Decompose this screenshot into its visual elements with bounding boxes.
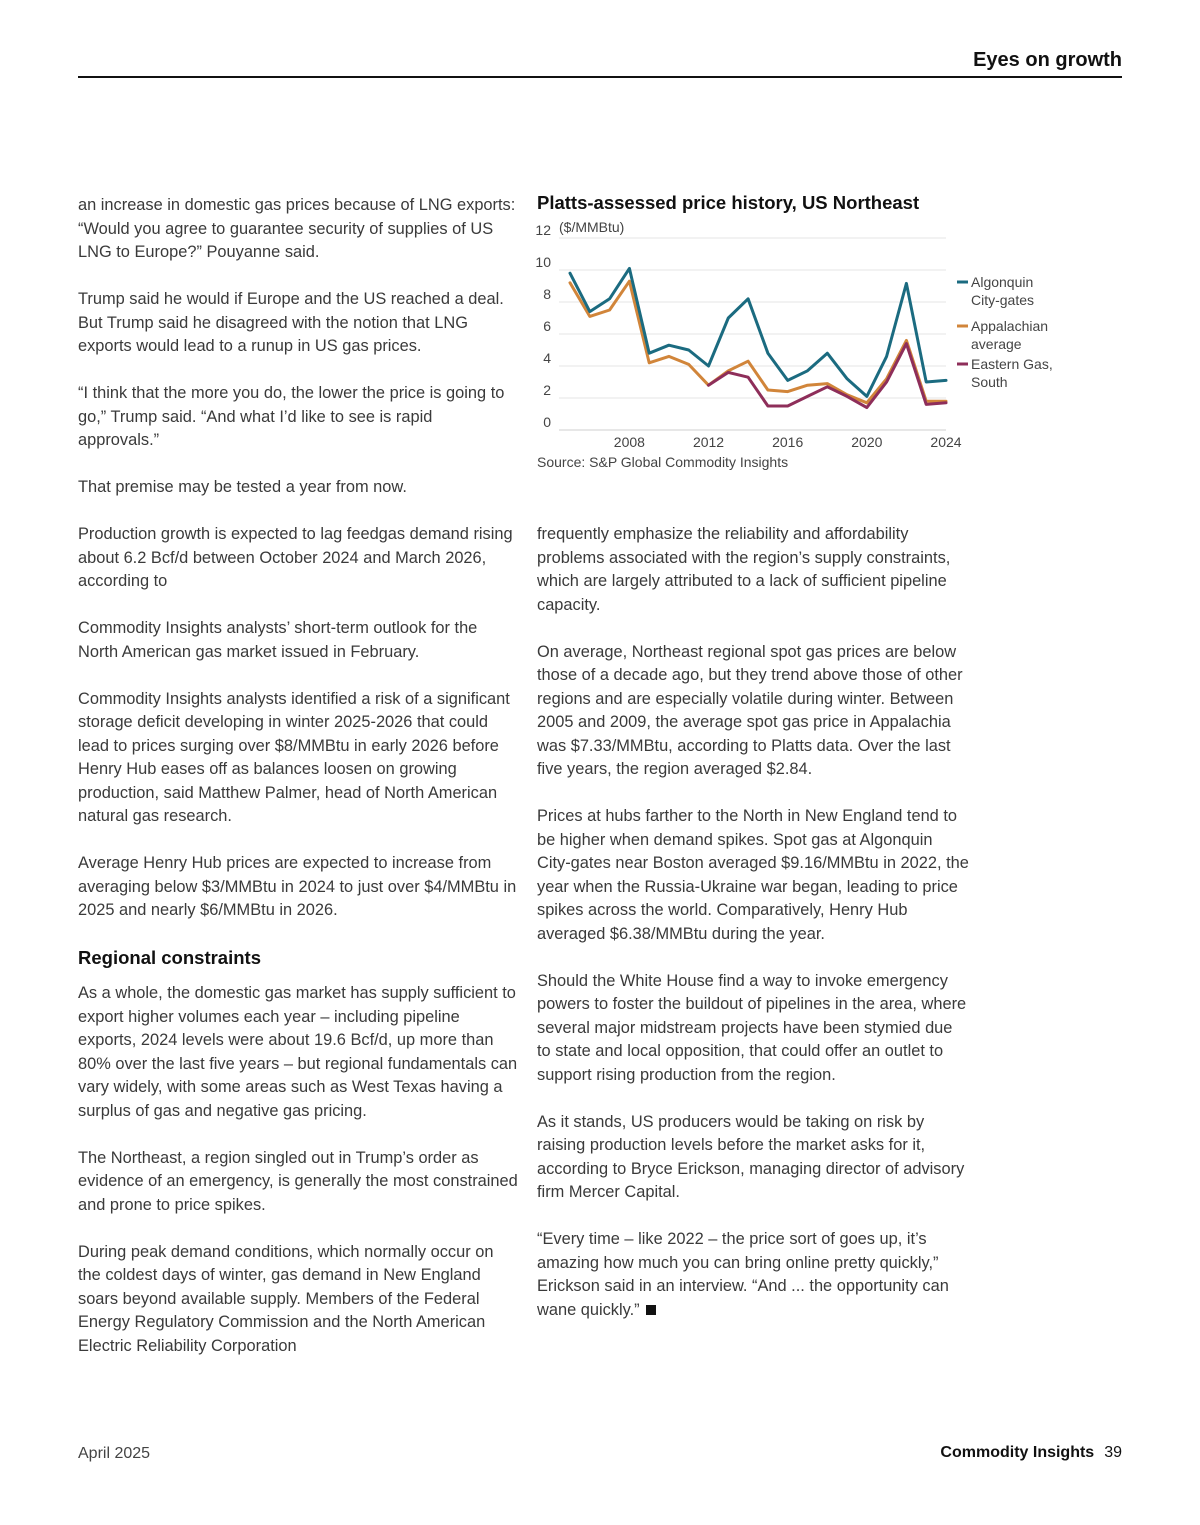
- x-tick-label: 2016: [772, 434, 804, 450]
- header-rule: [78, 76, 1122, 78]
- paragraph: As a whole, the domestic gas market has supply sufficient to export higher volumes each year – including pipeline exports, 2024 levels were about 19.6 Bcf/d, up more than 80% over the last five years – but regional fundamentals can vary widely, with some areas such as West Texas having a surplus of gas and negative gas pricing.: [78, 984, 518, 1120]
- paragraph: frequently emphasize the reliability and affordability problems associated with the region’s supply constraints, which are largely attributed to a lack of sufficient pipeline capacity.: [537, 525, 951, 614]
- y-tick-label: 8: [543, 286, 551, 302]
- paragraph: Production growth is expected to lag feedgas demand rising about 6.2 Bcf/d between October 2024 and March 2026, according to: [78, 525, 513, 590]
- left-column-top: [78, 194, 518, 523]
- paragraph: Commodity Insights analysts identified a risk of a significant storage deficit developing in winter 2025-2026 that could lead to prices surging over $8/MMBtu in early 2026 before Henry Hub eases off as balances loosen on growing production, said Matthew Palmer, head of North American natural gas research.: [78, 689, 510, 825]
- paragraph: As it stands, US producers would be taking on risk by raising production levels before the market asks for it, according to Bryce Erickson, managing director of advisory firm Mercer Capital.: [537, 1112, 965, 1201]
- section-heading: Regional constraints: [78, 947, 261, 968]
- footer-brand: Commodity Insights: [940, 1444, 1095, 1461]
- chart-source: Source: S&P Global Commodity Insights: [537, 454, 789, 470]
- y-tick-label: 0: [543, 414, 551, 430]
- x-tick-label: 2024: [930, 434, 962, 450]
- price-history-chart: [537, 190, 1097, 480]
- left-column-bottom: [78, 523, 518, 1382]
- y-tick-label: 10: [535, 254, 551, 270]
- paragraph: During peak demand conditions, which normally occur on the coldest days of winter, gas demand in New England soars beyond available supply. Members of the Federal Energy Regulatory Commission and the North American Electric Reliability Corporation: [78, 1242, 494, 1355]
- section-title: Eyes on growth: [973, 49, 1122, 71]
- footer-date: April 2025: [78, 1445, 151, 1462]
- y-tick-label: 6: [543, 318, 551, 334]
- legend-label: Eastern Gas,: [971, 356, 1053, 372]
- y-tick-label: 2: [543, 382, 551, 398]
- paragraph: Should the White House find a way to invoke emergency powers to foster the buildout of pipelines in the area, where several major midstream projects have been stymied due to state and local opposition, that could offer an outlet to support rising production from the region.: [537, 971, 967, 1084]
- y-tick-label: 4: [543, 350, 551, 366]
- legend-label: City-gates: [971, 292, 1035, 308]
- paragraph: On average, Northeast regional spot gas prices are below those of a decade ago, but they trend above those of other regions and are especially volatile during winter. Between 2005 and 2009, the average spot gas price in Appalachia was $7.33/MMBtu, according to Platts data. Over the last five years, the region averaged $2.84.: [537, 642, 963, 778]
- page-number: 39: [1104, 1444, 1122, 1461]
- x-tick-label: 2020: [851, 434, 883, 450]
- x-tick-label: 2012: [692, 434, 725, 450]
- paragraph: Prices at hubs farther to the North in New England tend to be higher when demand spikes. Spot gas at Algonquin City-gates near Boston averaged $9.16/MMBtu in 2022, the year when the Russia-Ukraine war began, leading to price spikes across the world. Comparatively, Henry Hub averaged $6.38/MMBtu during the year.: [537, 807, 969, 943]
- paragraph: Average Henry Hub prices are expected to increase from averaging below $3/MMBtu in 2024 to just over $4/MMBtu in 2025 and nearly $6/MMBtu in 2026.: [78, 854, 517, 919]
- paragraph: an increase in domestic gas prices because of LNG exports: “Would you agree to guarantee security of supplies of US LNG to Europe?” Pouyanne said.: [78, 196, 516, 261]
- end-of-article-mark: [646, 1305, 656, 1315]
- paragraph: The Northeast, a region singled out in Trump’s order as evidence of an emergency, is generally the most constrained and prone to price spikes.: [78, 1148, 518, 1214]
- legend-label: Appalachian: [971, 318, 1049, 334]
- footer-brand-page: [940, 1444, 1122, 1462]
- legend-label: South: [971, 374, 1008, 390]
- paragraph: [537, 1228, 969, 1322]
- y-tick-label: 12: [535, 222, 551, 238]
- chart-title: Platts-assessed price history, US Northeast: [537, 192, 920, 213]
- chart-canvas: [537, 190, 1097, 452]
- paragraph: Trump said he would if Europe and the US reached a deal. But Trump said he disagreed with the notion that LNG exports would lead to a runup in US gas prices.: [78, 290, 504, 355]
- legend-label: Algonquin: [971, 274, 1034, 290]
- right-column: [537, 523, 969, 1346]
- paragraph: Commodity Insights analysts’ short-term outlook for the North American gas market issued in February.: [78, 619, 478, 661]
- legend-label: average: [971, 336, 1022, 352]
- x-tick-label: 2008: [613, 434, 645, 450]
- paragraph-text: “Every time – like 2022 – the price sort of goes up, it’s amazing how much you can bring online pretty quickly,” Erickson said in an interview. “And ... the opportunity can wane quickly.”: [537, 1230, 949, 1319]
- y-axis-label: ($/MMBtu): [559, 219, 625, 235]
- paragraph: That premise may be tested a year from now.: [78, 478, 407, 496]
- paragraph: “I think that the more you do, the lower the price is going to go,” Trump said. “And what I’d like to see is rapid approvals.”: [78, 384, 505, 449]
